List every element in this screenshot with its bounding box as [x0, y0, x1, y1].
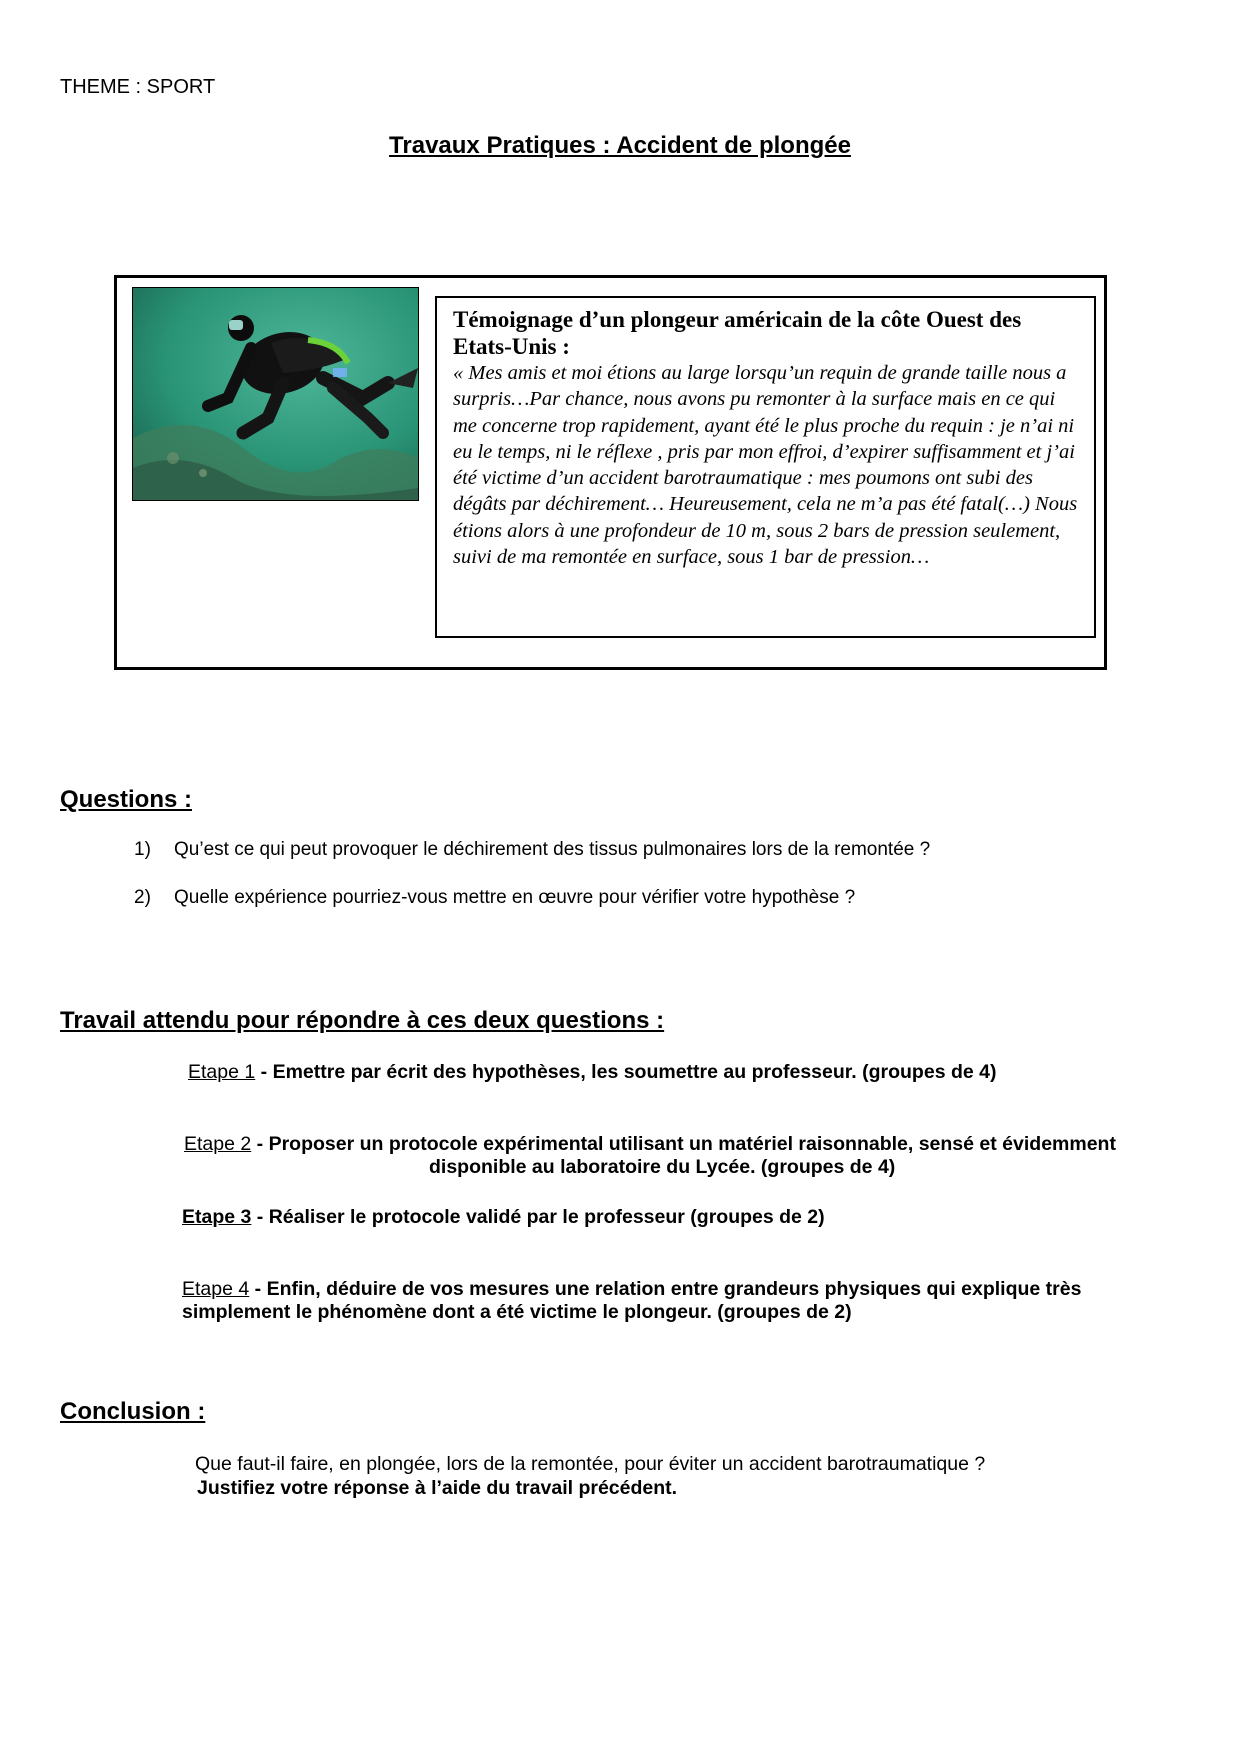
- step-label: Etape 1: [188, 1061, 256, 1083]
- testimony-heading: Témoignage d’un plongeur américain de la côte Ouest des Etats-Unis :: [453, 307, 1022, 359]
- step-1: [188, 1061, 996, 1084]
- conclusion-justify: Justifiez votre réponse à l’aide du travail précédent.: [197, 1477, 678, 1499]
- diver-photo: [132, 287, 419, 501]
- question-text: Quelle expérience pourriez-vous mettre en œuvre pour vérifier votre hypothèse ?: [174, 887, 856, 908]
- step-label: Etape 3: [182, 1206, 252, 1228]
- question-item: [134, 887, 1134, 935]
- conclusion-heading: Conclusion :: [60, 1398, 206, 1425]
- step-text: - Proposer un protocole expérimental utilisant un matériel raisonnable, sensé et évidemment: [251, 1133, 1116, 1155]
- step-text: - Réaliser le protocole validé par le professeur (groupes de 2): [251, 1206, 825, 1228]
- step-4: [182, 1278, 1212, 1324]
- page-title: Travaux Pratiques : Accident de plongée: [389, 132, 851, 159]
- questions-heading: Questions :: [60, 786, 193, 813]
- question-number: 2): [134, 887, 151, 908]
- question-number: 1): [134, 839, 151, 860]
- conclusion-question: Que faut-il faire, en plongée, lors de la remontée, pour éviter un accident barotraumatique ?: [195, 1453, 986, 1475]
- step-3: [182, 1206, 825, 1229]
- step-label: Etape 2: [184, 1133, 252, 1155]
- theme-label: THEME : SPORT: [60, 76, 216, 98]
- step-label: Etape 4: [182, 1278, 250, 1300]
- scuba-diver-icon: [133, 288, 418, 500]
- testimony-box: [435, 296, 1096, 638]
- step-2: [184, 1133, 1204, 1179]
- work-heading: Travail attendu pour répondre à ces deux questions :: [60, 1007, 665, 1034]
- testimony-quote: « Mes amis et moi étions au large lorsqu’un requin de grande taille nous a surpris…Par chance, nous avons pu remonter à la surface mais en ce qui me concerne trop rapidement, ayant été le plus proche du requin : je n’ai ni eu le temps, ni le réflexe , pris par mon effroi, d’expirer suffisamment et j’ai été victime d’un accident barotraumatique : mes poumons ont subi des dégâts par déchirement… Heureusement, cela ne m’a pas été fatal(…) Nous étions alors à une profondeur de 10 m, sous 2 bars de pression seulement, suivi de ma remontée en surface, sous 1 bar de pression…: [453, 362, 1078, 569]
- step-text: - Emettre par écrit des hypothèses, les soumettre au professeur. (groupes de 4): [255, 1061, 997, 1083]
- step-text-continued: simplement le phénomène dont a été victime le plongeur. (groupes de 2): [182, 1301, 852, 1323]
- question-item: [134, 839, 1134, 887]
- question-text: Qu’est ce qui peut provoquer le déchirement des tissus pulmonaires lors de la remontée ?: [174, 839, 931, 860]
- questions-list: [134, 839, 1134, 935]
- step-text-continued: disponible au laboratoire du Lycée. (groupes de 4): [429, 1156, 896, 1178]
- step-text: - Enfin, déduire de vos mesures une relation entre grandeurs physiques qui explique très: [249, 1278, 1082, 1300]
